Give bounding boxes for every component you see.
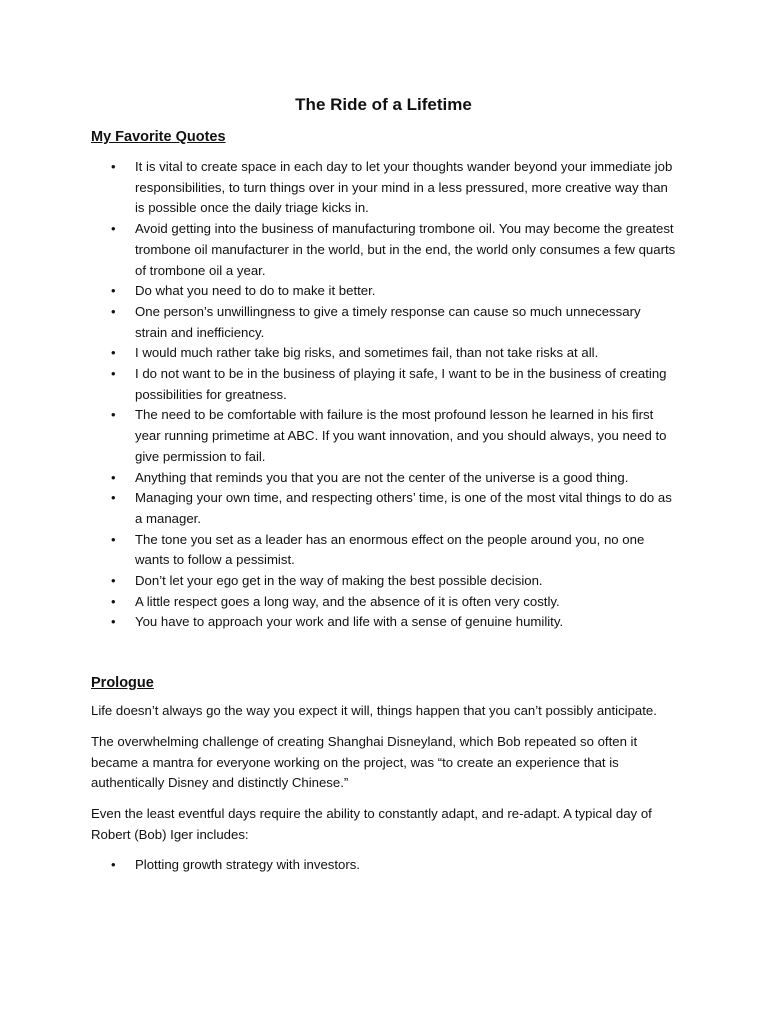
prologue-heading: Prologue [91,675,154,692]
bullet-icon: • [111,303,116,319]
bullet-icon: • [111,407,116,423]
bullet-icon: • [111,593,116,609]
quote-text: A little respect goes a long way, and the absence of it is often very costly. [135,593,560,609]
quote-text: Managing your own time, and respecting others’ time, is one of the most vital things to do as a manager. [135,490,672,526]
quote-text: Don’t let your ego get in the way of making the best possible decision. [135,573,543,589]
prologue-list [91,855,676,876]
quote-text: The need to be comfortable with failure is the most profound lesson he learned in his first year running primetime at ABC. If you want innovation, and you should always, you need to give permission to fail. [135,407,667,464]
bullet-icon: • [111,159,116,174]
quote-text: I would much rather take big risks, and sometimes fail, than not take risks at all. [135,345,599,361]
prologue-list-item [111,855,676,876]
quote-text: Anything that reminds you that you are not the center of the universe is a good thing. [135,469,629,485]
quote-text: The tone you set as a leader has an enormous effect on the people around you, no one wants to follow a pessimist. [135,531,645,568]
prologue-paragraph: The overwhelming challenge of creating Shanghai Disneyland, which Bob repeated so often it became a mantra for everyone working on the project, was “to create an experience that is authentically Disney and distinctly Chinese.” [91,733,638,791]
bullet-icon: • [111,857,116,873]
bullet-icon: • [111,345,116,361]
bullet-icon: • [111,469,116,485]
bullet-icon: • [111,366,116,382]
quote-text: One person’s unwillingness to give a timely response can cause so much unnecessary strain and inefficiency. [135,303,641,340]
quote-item [111,281,676,302]
quote-item [111,468,676,489]
bullet-icon: • [111,614,116,630]
bullet-icon: • [111,221,116,237]
bullet-icon: • [111,531,116,547]
favorite-quotes-list [91,157,676,633]
quote-item [111,571,676,592]
quote-item [111,612,676,633]
quote-item [111,530,676,571]
prologue-paragraph: Life doesn’t always go the way you expect it will, things happen that you can’t possibly anticipate. [91,703,657,719]
bullet-icon: • [111,573,116,589]
quote-item [111,343,676,364]
prologue-paragraph: Even the least eventful days require the ability to constantly adapt, and re-adapt. A typical day of Robert (Bob) Iger includes: [91,805,652,842]
quote-text: Do what you need to do to make it better. [135,283,376,299]
bullet-icon: • [111,490,116,506]
quote-item [111,157,676,219]
quote-item [111,219,676,281]
quote-text: I do not want to be in the business of playing it safe, I want to be in the business of creating possibilities for greatness. [135,366,667,402]
quote-text: Avoid getting into the business of manufacturing trombone oil. You may become the greatest trombone oil manufacturer in the world, but in the end, the world only consumes a few quarts of trombone oil a year. [135,221,676,278]
prologue-item-text: Plotting growth strategy with investors. [135,857,361,873]
quote-text: You have to approach your work and life with a sense of genuine humility. [135,614,564,630]
quote-item [111,302,676,343]
quote-item [111,488,676,529]
quote-item [111,592,676,613]
bullet-icon: • [111,283,116,299]
favorite-quotes-heading: My Favorite Quotes [91,129,226,145]
quote-text: It is vital to create space in each day to let your thoughts wander beyond your immediate job responsibilities, to turn things over in your mind in a less pressured, more creative way than is possible once the daily triage kicks in. [135,159,673,216]
quote-item [111,405,676,467]
quote-item [111,364,676,405]
document-title: The Ride of a Lifetime [295,95,472,114]
